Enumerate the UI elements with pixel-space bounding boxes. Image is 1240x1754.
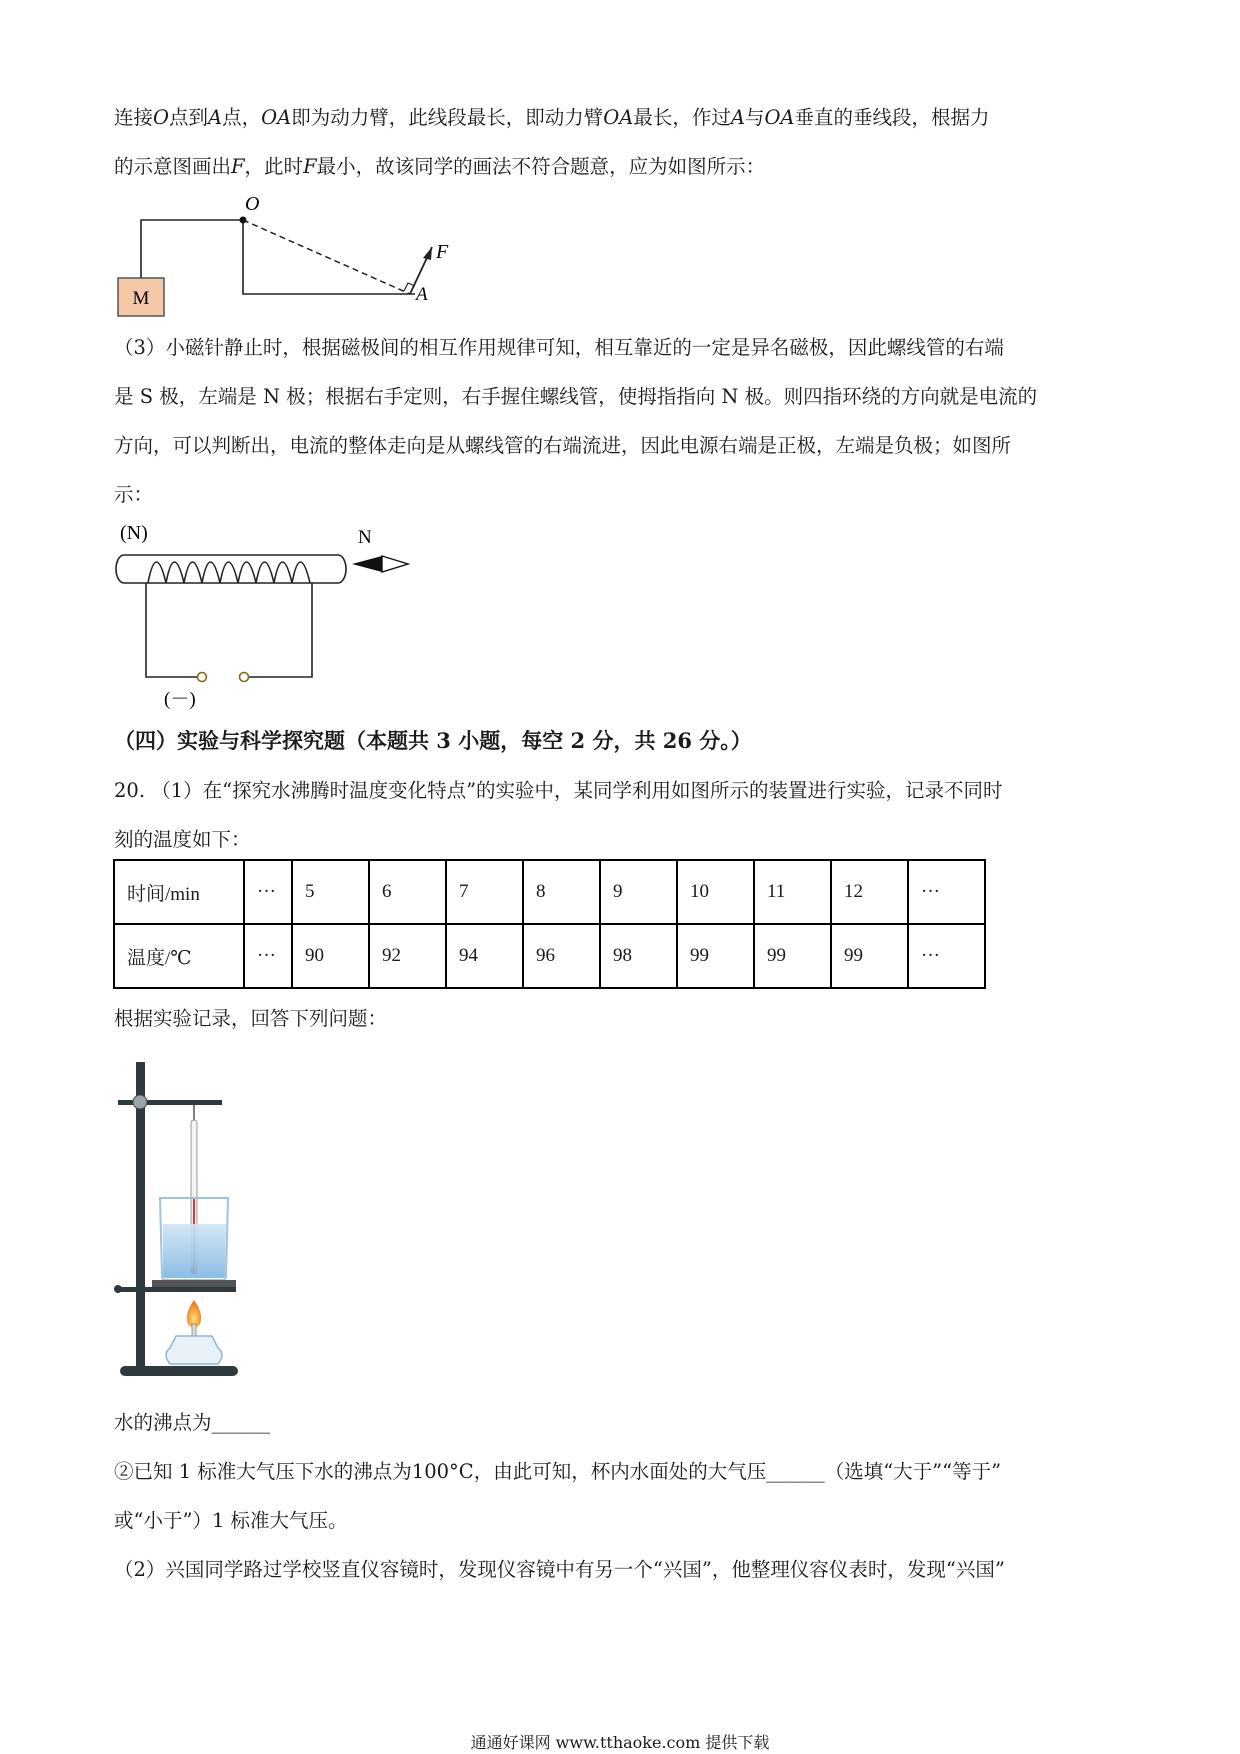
q1-blank-line: 水的沸点为______ bbox=[114, 1411, 271, 1434]
q20-line1: 20. （1）在“探究水沸腾时温度变化特点”的实验中，某同学利用如图所示的装置进行实验，记录不同时 bbox=[114, 779, 1003, 802]
wire-gauze bbox=[152, 1280, 236, 1288]
table-cell: 7 bbox=[446, 860, 523, 924]
para2-line3: 方向，可以判断出，电流的整体走向是从螺线管的右端流进，因此电源右端是正极，左端是负极；如图所 bbox=[114, 434, 1012, 457]
q2-line2: 或“小于”）1 标准大气压。 bbox=[114, 1509, 348, 1532]
table-cell: 94 bbox=[446, 924, 523, 988]
table-cell: 92 bbox=[369, 924, 446, 988]
label-needle-n: N bbox=[358, 527, 372, 548]
para2-line4: 示： bbox=[114, 483, 154, 506]
table-cell: 12 bbox=[831, 860, 908, 924]
stand-base bbox=[120, 1366, 238, 1376]
para1-line1: 连接O点到A点，OA即为动力臂，此线段最长，即动力臂OA最长，作过A与OA垂直的垂线段，根据力 bbox=[114, 106, 990, 129]
label-o: O bbox=[245, 193, 260, 215]
table-cell: 96 bbox=[523, 924, 600, 988]
magnetic-needle-s-half bbox=[382, 556, 408, 572]
table-cell: 6 bbox=[369, 860, 446, 924]
label-a: A bbox=[416, 284, 428, 305]
temperature-table bbox=[113, 859, 986, 989]
table-cell: ··· bbox=[244, 924, 292, 988]
table-cell: 10 bbox=[677, 860, 754, 924]
circuit-wire bbox=[146, 583, 198, 677]
terminal-left bbox=[198, 673, 207, 682]
para2-line1: （3）小磁针静止时，根据磁极间的相互作用规律可知，相互靠近的一定是异名磁极，因此螺线管的右端 bbox=[114, 336, 1004, 359]
para2-line2: 是 S 极，左端是 N 极；根据右手定则，右手握住螺线管，使拇指指向 N 极。则四指环绕的方向就是电流的 bbox=[114, 385, 1038, 408]
para1-line2: 的示意图画出F，此时F最小，故该同学的画法不符合题意，应为如图所示： bbox=[114, 155, 766, 178]
terminal-right bbox=[240, 673, 249, 682]
table-cell: ··· bbox=[908, 860, 985, 924]
label-m: M bbox=[132, 288, 150, 309]
solenoid-tube bbox=[116, 555, 346, 583]
after-table-text: 根据实验记录，回答下列问题： bbox=[114, 1007, 388, 1030]
water bbox=[163, 1224, 226, 1278]
table-cell: 99 bbox=[831, 924, 908, 988]
table-cell: 8 bbox=[523, 860, 600, 924]
table-row-temperature bbox=[114, 924, 985, 988]
table-cell: 时间/min bbox=[114, 860, 244, 924]
solenoid-figure bbox=[110, 515, 430, 715]
table-cell: 90 bbox=[292, 924, 369, 988]
table-cell: 温度/℃ bbox=[114, 924, 244, 988]
boiling-apparatus-figure bbox=[110, 1058, 260, 1384]
table-cell: ··· bbox=[908, 924, 985, 988]
solenoid-coil bbox=[148, 562, 310, 583]
q3-line: （2）兴国同学路过学校竖直仪容镜时，发现仪容镜中有另一个“兴国”，他整理仪容仪表时，发现“兴国” bbox=[114, 1558, 1005, 1581]
section-heading: （四）实验与科学探究题（本题共 3 小题，每空 2 分，共 26 分。） bbox=[114, 728, 752, 753]
table-cell: 5 bbox=[292, 860, 369, 924]
magnetic-needle-n-half bbox=[352, 556, 382, 572]
label-f: F bbox=[436, 241, 449, 263]
q2-line1: ②已知 1 标准大气压下水的沸点为100°C，由此可知，杯内水面处的大气压______（选填“大于”“等于” bbox=[114, 1460, 1002, 1483]
label-terminal: (－) bbox=[164, 689, 196, 710]
table-cell: 99 bbox=[677, 924, 754, 988]
alcohol-lamp bbox=[166, 1336, 222, 1364]
q20-line2: 刻的温度如下： bbox=[114, 828, 251, 851]
table-row-time bbox=[114, 860, 985, 924]
table-cell: 99 bbox=[754, 924, 831, 988]
table-cell: 9 bbox=[600, 860, 677, 924]
table-cell: 11 bbox=[754, 860, 831, 924]
table-cell: 98 bbox=[600, 924, 677, 988]
lever-figure bbox=[110, 190, 470, 320]
ring-support bbox=[116, 1287, 236, 1292]
force-arm-oa bbox=[243, 220, 410, 294]
table-cell: ··· bbox=[244, 860, 292, 924]
page-footer: 通通好课网 www.tthaoke.com 提供下载 bbox=[470, 1733, 770, 1752]
label-left-pole: (N) bbox=[120, 522, 148, 544]
clamp-knob bbox=[133, 1095, 147, 1109]
